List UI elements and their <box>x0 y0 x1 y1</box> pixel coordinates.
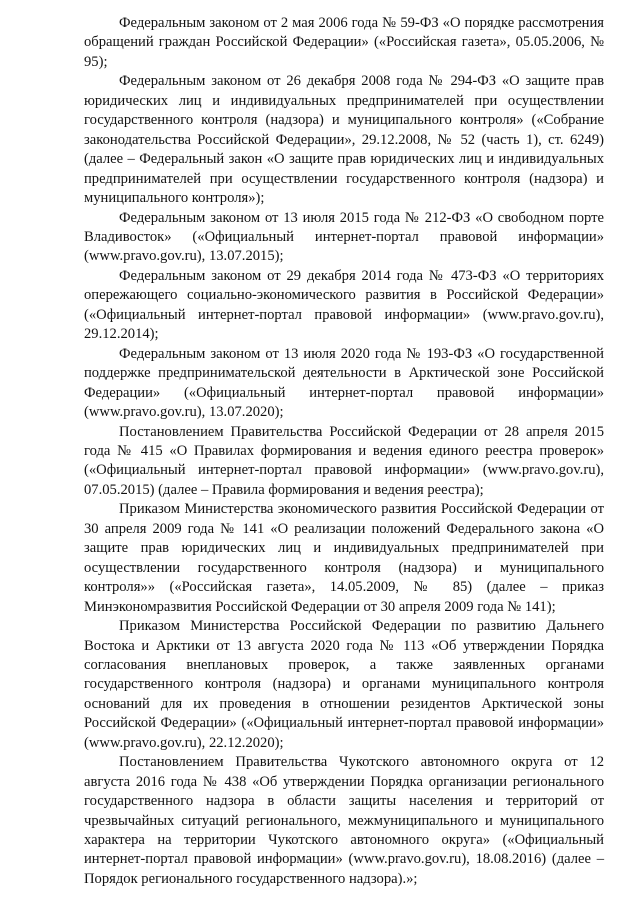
paragraph-law-59fz: Федеральным законом от 2 мая 2006 года № 59-ФЗ «О порядке рассмотрения обращений граждан Российской Федерации» («Российская газета», 05.05.2006, № 95); <box>84 15 604 70</box>
paragraph-law-473fz: Федеральным законом от 29 декабря 2014 года № 473-ФЗ «О территориях опережающего социально-экономического развития в Российской Федерации» («Официальный интернет-портал правовой информации» (www.pravo.gov.ru), 29.12.2014); <box>84 267 604 343</box>
paragraph-resolution-415: Постановлением Правительства Российской Федерации от 28 апреля 2015 года № 415 «О Правилах формирования и ведения единого реестра проверок» («Официальный интернет-портал правовой информации» (www.pravo.gov.ru), 07.05.2015) (далее – Правила формирования и ведения реестра); <box>84 423 604 498</box>
paragraph-law-212fz: Федеральным законом от 13 июля 2015 года № 212-ФЗ «О свободном порте Владивосток» («Официальный интернет-портал правовой информации» (www.pravo.gov.ru), 13.07.2015); <box>84 209 604 265</box>
paragraph-law-294fz: Федеральным законом от 26 декабря 2008 года № 294-ФЗ «О защите прав юридических лиц и индивидуальных предпринимателей при осуществлении государственного контроля (надзора) и муниципального контроля» («Собрание законодательства Российской Федерации», 29.12.2008, № 52 (часть 1), ст. 6249) (далее – Федеральный закон «О защите прав юридических лиц и индивидуальных предпринимателей при осуществлении государственного контроля (надзора) и муниципального контроля»); <box>84 73 604 207</box>
paragraph-order-141: Приказом Министерства экономического развития Российской Федерации от 30 апреля 2009 года № 141 «О реализации положений Федерального закона «О защите прав юридических лиц и индивидуальных предпринимателей при осуществлении государственного контроля (надзора) и муниципального контроля»» («Российская газета», 14.05.2009, № 85) (далее – приказ Минэкономразвития Российской Федерации от 30 апреля 2009 года № 141); <box>84 501 604 615</box>
paragraph-law-193fz: Федеральным законом от 13 июля 2020 года № 193-ФЗ «О государственной поддержке предпринимательской деятельности в Арктической зоне Российской Федерации» («Официальный интернет-портал правовой информации» (www.pravo.gov.ru), 13.07.2020); <box>84 345 604 421</box>
paragraph-resolution-438: Постановлением Правительства Чукотского автономного округа от 12 августа 2016 года № 438 «Об утверждении Порядка организации регионального государственного надзора в области защиты населения и территорий от чрезвычайных ситуаций регионального, межмуниципального и муниципального характера на территории Чукотского автономного округа» («Официальный интернет-портал правовой информации» (www.pravo.gov.ru), 18.08.2016) (далее – Порядок регионального государственного надзора).»; <box>84 754 604 887</box>
document-page <box>84 14 604 889</box>
paragraph-order-113: Приказом Министерства Российской Федерации по развитию Дальнего Востока и Арктики от 13 августа 2020 года № 113 «Об утверждении Порядка согласования внеплановых проверок, а также заявленных органами государственного контроля (надзора) и органами муниципального контроля оснований для их проведения в отношении резидентов Арктической зоны Российской Федерации» («Официальный интернет-портал правовой информации» (www.pravo.gov.ru), 22.12.2020); <box>84 618 604 751</box>
